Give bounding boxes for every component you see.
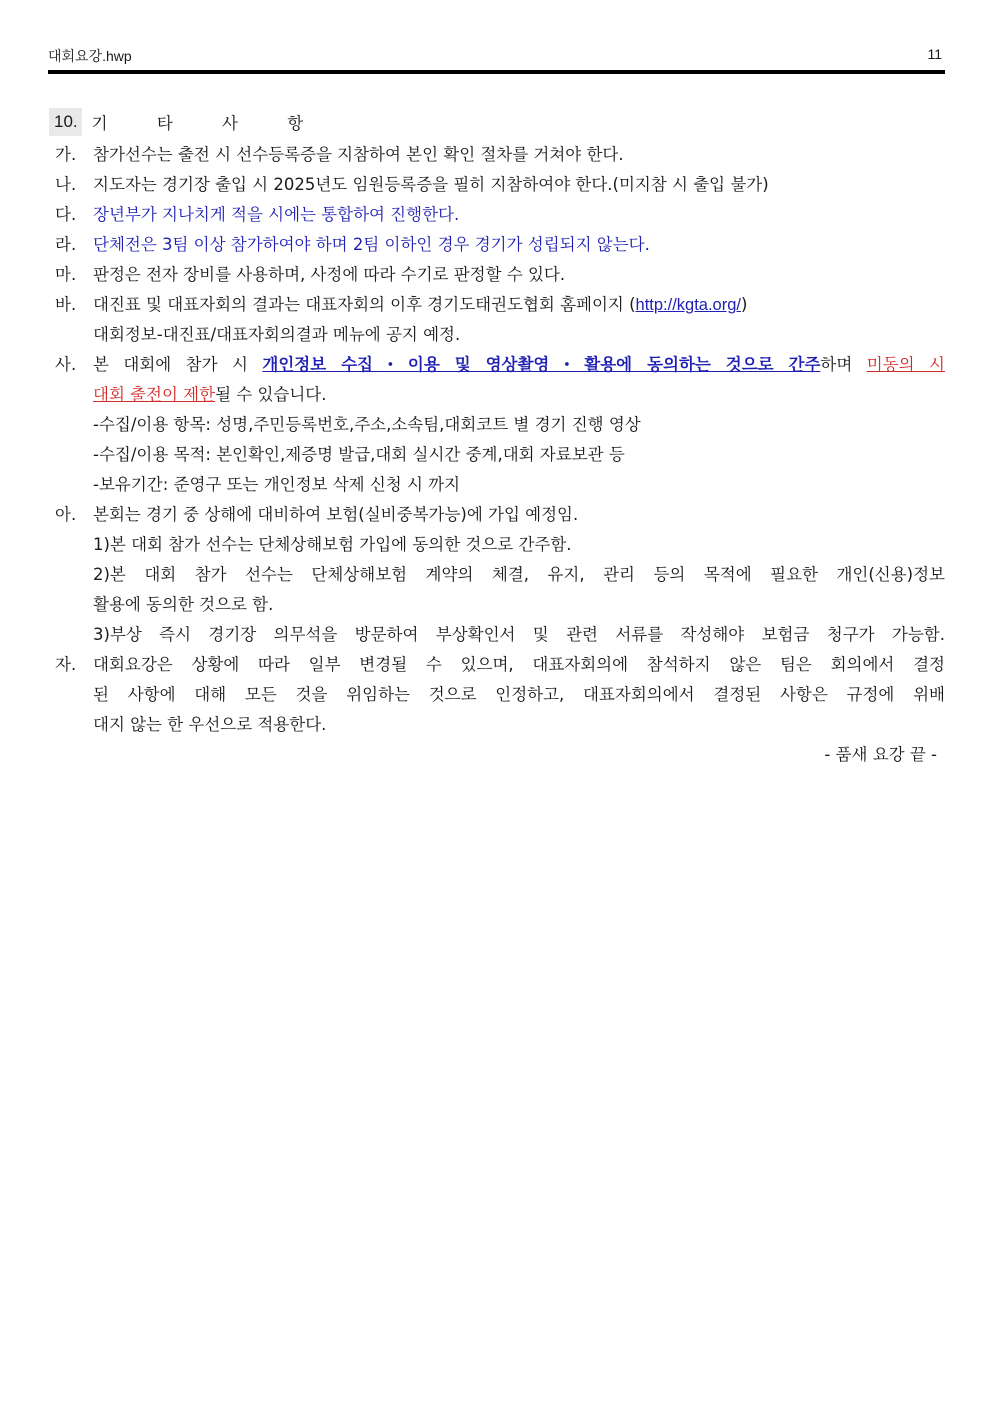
list-item-ra (55, 230, 945, 260)
item-text: 대진표 및 대표자회의 결과는 대표자회의 이후 경기도태권도협회 홈페이지 ( (93, 295, 636, 314)
list-item-na (55, 170, 945, 200)
list-item-sa (55, 350, 945, 500)
page-number: 11 (927, 46, 942, 62)
list-item-da (55, 200, 945, 230)
closing-text: - 품새 요강 끝 - (824, 745, 937, 764)
item-label: 나. (55, 175, 77, 194)
section-number: 10. (49, 108, 82, 136)
item-label: 라. (55, 235, 77, 254)
item-text-suffix: ) (741, 295, 748, 314)
item-text: 단체전은 3팀 이상 참가하여야 하며 2팀 이하인 경우 경기가 성립되지 않는다. (93, 235, 650, 254)
item-text-middle: 하며 (820, 355, 867, 374)
detail-line: -보유기간: 준영구 또는 개인정보 삭제 신청 시 까지 (93, 475, 461, 494)
item-text: 본 대회에 참가 시 (93, 355, 263, 374)
item-text: 판정은 전자 장비를 사용하며, 사정에 따라 수기로 판정할 수 있다. (93, 265, 566, 284)
item-label: 사. (55, 355, 77, 374)
list-item-ga (55, 140, 945, 170)
sub-item-2: 2)본 대회 참가 선수는 단체상해보험 계약의 체결, 유지, 관리 등의 목적에 필요한 개인(신용)정보 (93, 565, 945, 584)
list-item-ma (55, 260, 945, 290)
item-text-line2: 된 사항에 대해 모든 것을 위임하는 것으로 인정하고, 대표자회의에서 결정된 사항은 규정에 위배 (93, 685, 945, 704)
item-label: 바. (55, 295, 77, 314)
page-header (48, 44, 944, 68)
list-item-ja (55, 650, 945, 740)
item-text: 지도자는 경기장 출입 시 2025년도 임원등록증을 필히 지참하여야 한다.(미지참 시 출입 불가) (93, 175, 769, 194)
consent-notice: 개인정보 수집・이용 및 영상촬영・활용에 동의하는 것으로 간주 (262, 355, 821, 374)
sub-item-3: 3)부상 즉시 경기장 의무석을 방문하여 부상확인서 및 관련 서류를 작성해야 보험금 청구가 가능함. (93, 625, 945, 644)
homepage-link[interactable]: http://kgta.org/ (635, 296, 741, 314)
item-text-line2: 대회정보-대진표/대표자회의결과 메뉴에 공지 예정. (93, 325, 461, 344)
file-name: 대회요강.hwp (48, 48, 132, 64)
header-rule (48, 70, 945, 74)
sub-item-2-cont: 활용에 동의한 것으로 함. (93, 595, 274, 614)
item-label: 마. (55, 265, 77, 284)
item-label: 가. (55, 145, 77, 164)
item-label: 다. (55, 205, 77, 224)
detail-line: -수집/이용 항목: 성명,주민등록번호,주소,소속팀,대회코트 별 경기 진행 영상 (93, 415, 641, 434)
item-text-suffix: 될 수 있습니다. (215, 385, 327, 404)
list-item-a (55, 500, 945, 650)
document-body (55, 108, 945, 770)
sub-item-1: 1)본 대회 참가 선수는 단체상해보험 가입에 동의한 것으로 간주함. (93, 535, 572, 554)
section-title: 기 타 사 항 (91, 114, 326, 133)
item-text: 장년부가 지나치게 적을 시에는 통합하여 진행한다. (93, 205, 460, 224)
detail-line: -수집/이용 목적: 본인확인,제증명 발급,대회 실시간 중계,대회 자료보관 등 (93, 445, 625, 464)
item-text: 참가선수는 출전 시 선수등록증을 지참하여 본인 확인 절차를 거쳐야 한다. (93, 145, 624, 164)
item-text-line3: 대지 않는 한 우선으로 적용한다. (93, 715, 327, 734)
entry-restriction-warning: 대회 출전이 제한 (93, 385, 216, 404)
item-text: 본회는 경기 중 상해에 대비하여 보험(실비중복가능)에 가입 예정임. (93, 505, 579, 524)
item-text: 대회요강은 상황에 따라 일부 변경될 수 있으며, 대표자회의에 참석하지 않은 팀은 회의에서 결정 (93, 655, 945, 674)
non-consent-warning: 미동의 시 (866, 355, 945, 374)
item-label: 아. (55, 505, 77, 524)
list-item-ba (55, 290, 945, 350)
item-label: 자. (55, 655, 77, 674)
section-heading (55, 108, 945, 136)
